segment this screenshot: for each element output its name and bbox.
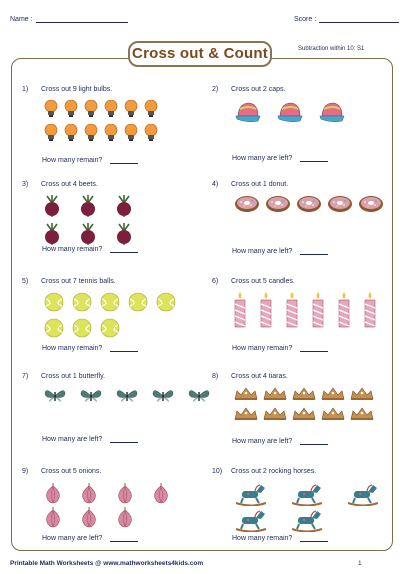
- answer-row: [42, 344, 138, 352]
- tiara-icon[interactable]: [321, 387, 345, 406]
- onion-icon[interactable]: [116, 482, 134, 509]
- problem-items: [234, 292, 404, 352]
- answer-blank[interactable]: [300, 534, 328, 542]
- donut-icon[interactable]: [358, 195, 384, 218]
- tiara-icon[interactable]: [321, 407, 345, 426]
- answer-label: How many are left?: [42, 535, 103, 542]
- tiara-icon[interactable]: [234, 387, 258, 406]
- answer-blank[interactable]: [110, 156, 138, 164]
- light-bulb-icon[interactable]: [84, 124, 98, 147]
- answer-label: How many are left?: [232, 155, 293, 162]
- cap-icon[interactable]: [318, 100, 346, 129]
- problem-number: 6): [212, 278, 219, 285]
- beet-icon[interactable]: [116, 195, 132, 222]
- problem-3: [22, 181, 202, 277]
- butterfly-icon[interactable]: [152, 387, 174, 410]
- name-label: Name :: [10, 16, 33, 23]
- problem-question: Cross out 4 beets.: [41, 181, 98, 188]
- problem-number: 4): [212, 181, 219, 188]
- name-field[interactable]: [10, 14, 128, 23]
- butterfly-icon[interactable]: [188, 387, 210, 410]
- problem-number: 10): [212, 468, 223, 475]
- donut-icon[interactable]: [327, 195, 353, 218]
- onion-icon[interactable]: [80, 482, 98, 509]
- light-bulb-icon[interactable]: [84, 100, 98, 123]
- answer-label: How many are left?: [232, 248, 293, 255]
- rocking-horse-icon[interactable]: [346, 482, 380, 511]
- answer-label: How many remain?: [232, 535, 293, 542]
- answer-row: [42, 156, 138, 164]
- onion-icon[interactable]: [44, 506, 62, 533]
- problem-number: 2): [212, 86, 219, 93]
- answer-label: How many remain?: [42, 157, 103, 164]
- answer-label: How many are left?: [42, 436, 103, 443]
- tennis-ball-icon[interactable]: [100, 318, 120, 343]
- answer-row: [232, 154, 328, 162]
- worksheet-title: Cross out & Count: [128, 41, 272, 67]
- light-bulb-icon[interactable]: [104, 100, 118, 123]
- rocking-horse-icon[interactable]: [290, 508, 324, 537]
- tiara-icon[interactable]: [234, 407, 258, 426]
- onion-icon[interactable]: [80, 506, 98, 533]
- score-line[interactable]: [319, 14, 399, 23]
- beet-icon[interactable]: [80, 195, 96, 222]
- footer-brand: [10, 560, 203, 567]
- problem-number: 9): [22, 468, 29, 475]
- light-bulb-icon[interactable]: [44, 100, 58, 123]
- candle-icon[interactable]: [312, 292, 324, 333]
- problem-question: Cross out 7 tennis balls.: [41, 278, 116, 285]
- problem-number: 8): [212, 373, 219, 380]
- answer-label: How many remain?: [42, 246, 103, 253]
- problem-2: [212, 86, 392, 182]
- problem-items: [234, 482, 404, 542]
- light-bulb-icon[interactable]: [44, 124, 58, 147]
- cap-icon[interactable]: [276, 100, 304, 129]
- light-bulb-icon[interactable]: [124, 124, 138, 147]
- problem-4: [212, 181, 392, 277]
- tiara-icon[interactable]: [350, 407, 374, 426]
- onion-icon[interactable]: [116, 506, 134, 533]
- onion-icon[interactable]: [152, 482, 170, 509]
- problem-question: Cross out 2 caps.: [231, 86, 286, 93]
- problem-6: [212, 278, 392, 374]
- problem-question: Cross out 5 onions.: [41, 468, 102, 475]
- light-bulb-icon[interactable]: [64, 100, 78, 123]
- problem-9: [22, 468, 202, 564]
- candle-icon[interactable]: [234, 292, 246, 333]
- tennis-ball-icon[interactable]: [156, 292, 176, 317]
- score-field[interactable]: [294, 14, 399, 23]
- footer-brand-text: Printable Math Worksheets @: [10, 560, 102, 567]
- donut-icon[interactable]: [296, 195, 322, 218]
- tennis-ball-icon[interactable]: [44, 292, 64, 317]
- answer-row: [42, 534, 138, 542]
- problem-question: Cross out 2 rocking horses.: [231, 468, 317, 475]
- answer-label: How many are left?: [232, 438, 293, 445]
- answer-row: [42, 245, 138, 253]
- onion-icon[interactable]: [44, 482, 62, 509]
- tiara-icon[interactable]: [350, 387, 374, 406]
- problem-number: 7): [22, 373, 29, 380]
- problem-question: Cross out 1 butterfly.: [41, 373, 106, 380]
- problem-items: [234, 100, 404, 160]
- tennis-ball-icon[interactable]: [72, 292, 92, 317]
- rocking-horse-icon[interactable]: [290, 482, 324, 511]
- answer-row: [232, 344, 328, 352]
- cap-icon[interactable]: [234, 100, 262, 129]
- problem-items: [44, 100, 214, 160]
- problem-question: Cross out 1 donut.: [231, 181, 289, 188]
- light-bulb-icon[interactable]: [124, 100, 138, 123]
- answer-row: [232, 437, 328, 445]
- candle-icon[interactable]: [338, 292, 350, 333]
- answer-blank[interactable]: [300, 437, 328, 445]
- problem-number: 5): [22, 278, 29, 285]
- answer-blank[interactable]: [110, 245, 138, 253]
- problem-items: [44, 482, 214, 542]
- problem-5: [22, 278, 202, 374]
- candle-icon[interactable]: [364, 292, 376, 333]
- answer-blank[interactable]: [300, 154, 328, 162]
- answer-row: [232, 247, 328, 255]
- light-bulb-icon[interactable]: [144, 124, 158, 147]
- problem-number: 1): [22, 86, 29, 93]
- tennis-ball-icon[interactable]: [128, 292, 148, 317]
- problem-10: [212, 468, 392, 564]
- problem-items: [44, 292, 214, 352]
- name-line[interactable]: [36, 14, 128, 23]
- answer-row: [232, 534, 328, 542]
- answer-blank[interactable]: [300, 247, 328, 255]
- score-label: Score :: [294, 16, 317, 23]
- problem-1: [22, 86, 202, 182]
- light-bulb-icon[interactable]: [144, 100, 158, 123]
- beet-icon[interactable]: [44, 195, 60, 222]
- candle-icon[interactable]: [286, 292, 298, 333]
- answer-row: [42, 435, 138, 443]
- rocking-horse-icon[interactable]: [234, 508, 268, 537]
- butterfly-icon[interactable]: [80, 387, 102, 410]
- answer-label: How many remain?: [232, 345, 293, 352]
- problem-question: Cross out 4 tiaras.: [231, 373, 288, 380]
- worksheet-subtitle: Subtraction within 10: S1: [298, 46, 365, 52]
- tennis-ball-icon[interactable]: [44, 318, 64, 343]
- donut-icon[interactable]: [265, 195, 291, 218]
- footer-url[interactable]: www.mathworksheets4kids.com: [103, 560, 204, 567]
- tiara-icon[interactable]: [263, 387, 287, 406]
- answer-blank[interactable]: [110, 534, 138, 542]
- tiara-icon[interactable]: [292, 387, 316, 406]
- butterfly-icon[interactable]: [44, 387, 66, 410]
- page-number: 1: [358, 560, 362, 567]
- tennis-ball-icon[interactable]: [100, 292, 120, 317]
- candle-icon[interactable]: [260, 292, 272, 333]
- problem-number: 3): [22, 181, 29, 188]
- rocking-horse-icon[interactable]: [234, 482, 268, 511]
- problem-7: [22, 373, 202, 469]
- light-bulb-icon[interactable]: [64, 124, 78, 147]
- answer-label: How many remain?: [42, 345, 103, 352]
- light-bulb-icon[interactable]: [104, 124, 118, 147]
- butterfly-icon[interactable]: [116, 387, 138, 410]
- donut-icon[interactable]: [234, 195, 260, 218]
- tiara-icon[interactable]: [263, 407, 287, 426]
- problem-question: Cross out 5 candles.: [231, 278, 295, 285]
- problem-items: [234, 195, 404, 255]
- answer-blank[interactable]: [110, 435, 138, 443]
- answer-blank[interactable]: [110, 344, 138, 352]
- problem-question: Cross out 9 light bulbs.: [41, 86, 113, 93]
- tiara-icon[interactable]: [292, 407, 316, 426]
- tennis-ball-icon[interactable]: [72, 318, 92, 343]
- problem-8: [212, 373, 392, 469]
- answer-blank[interactable]: [300, 344, 328, 352]
